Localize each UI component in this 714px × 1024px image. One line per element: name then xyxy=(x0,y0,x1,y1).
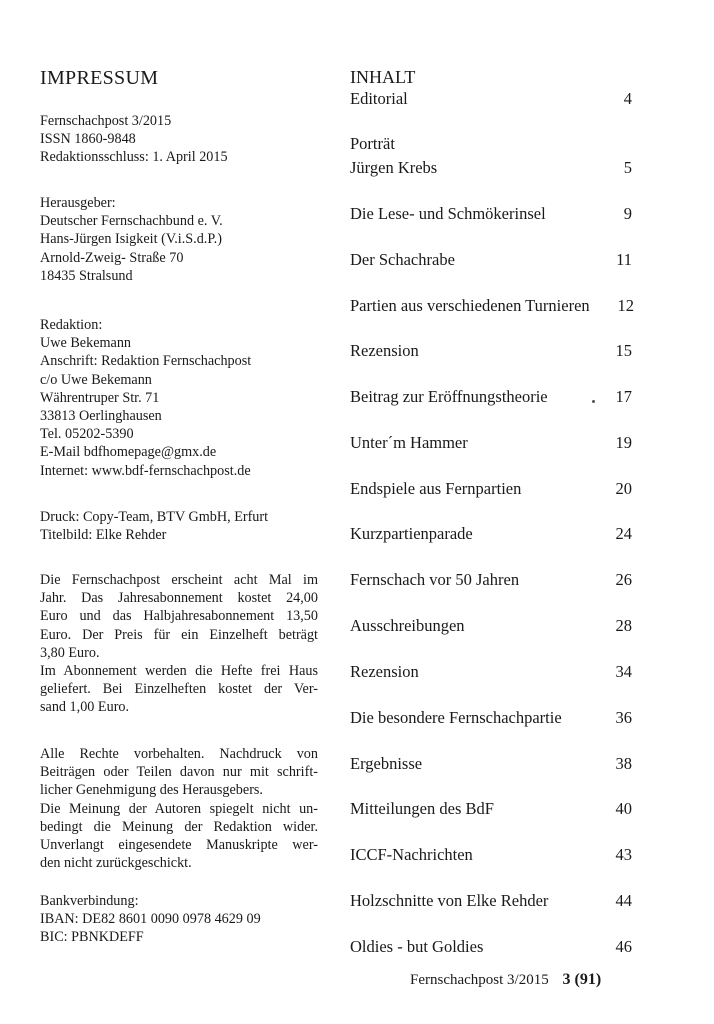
publisher-line: Hans-Jürgen Isigkeit (V.i.S.d.P.) xyxy=(40,231,222,248)
editorial-line: Anschrift: Redaktion Fernschachpost xyxy=(40,353,252,370)
editorial-heading: Redaktion: xyxy=(40,317,103,333)
toc-entry-page: 12 xyxy=(617,296,634,315)
bank-info xyxy=(40,892,261,947)
rights-info xyxy=(40,745,318,872)
toc-entry-label: Partien aus verschiedenen Turnieren xyxy=(350,296,590,315)
publisher-line: Deutscher Fernschachbund e. V. xyxy=(40,213,223,230)
toc-entry-sublabel: Jürgen Krebs xyxy=(350,158,438,177)
toc-entry[interactable] xyxy=(350,249,632,271)
toc-entry-label: Holzschnitte von Elke Rehder xyxy=(350,891,549,910)
toc-entry-page: 36 xyxy=(615,708,632,727)
toc-entry-page: 24 xyxy=(615,524,632,543)
toc-entry-label: Kurzpartienparade xyxy=(350,524,473,543)
toc-entry-label: Beitrag zur Eröffnungstheorie xyxy=(350,387,548,406)
toc-entry-page: 38 xyxy=(615,754,632,773)
rights-line: Die Meinung der Autoren spiegelt nicht un- xyxy=(40,800,318,817)
toc-entry-label: Der Schachrabe xyxy=(350,250,455,269)
toc-entry-page: 20 xyxy=(615,479,632,498)
toc-entry-page: 4 xyxy=(623,89,632,108)
editorial-line: c/o Uwe Bekemann xyxy=(40,371,152,388)
publisher-line: 18435 Stralsund xyxy=(40,267,133,284)
toc-entry[interactable] xyxy=(350,661,632,683)
toc-entry-page: 19 xyxy=(615,433,632,452)
toc-entry[interactable] xyxy=(350,432,632,454)
toc-entry[interactable] xyxy=(350,88,632,110)
publisher-heading: Herausgeber: xyxy=(40,195,116,211)
toc-entry-page: 15 xyxy=(615,341,632,360)
rights-line: den nicht zurückgeschickt. xyxy=(40,855,192,872)
editorial-info xyxy=(40,316,251,480)
subscription-line: Die Fernschachpost erscheint acht Mal im xyxy=(40,572,318,588)
rights-line: bedingt die Meinung der Redaktion wider. xyxy=(40,818,318,835)
editorial-line: Währentruper Str. 71 xyxy=(40,389,160,406)
rights-line: Unverlangt eingesendete Manuskripte wer- xyxy=(40,837,318,854)
toc-entry-label: Ausschreibungen xyxy=(350,616,465,635)
rights-line: Alle Rechte vorbehalten. Nachdruck von xyxy=(40,746,318,762)
toc-entry[interactable] xyxy=(350,386,632,408)
toc-entry-page: 46 xyxy=(615,937,632,956)
toc-entry-page: 34 xyxy=(615,662,632,681)
toc-entry[interactable] xyxy=(350,295,634,317)
toc-entry[interactable] xyxy=(350,844,632,866)
toc-title: INHALT xyxy=(350,67,416,87)
bic-line: BIC: PBNKDEFF xyxy=(40,929,144,946)
website-line: Internet: www.bdf-fernschachpost.de xyxy=(40,462,251,479)
impressum-column xyxy=(40,66,320,946)
toc-entry-label: Ergebnisse xyxy=(350,754,423,773)
editorial-line: Uwe Bekemann xyxy=(40,335,132,352)
footer-publication: Fernschachpost 3/2015 xyxy=(410,972,549,988)
toc-entry-label: Unter´m Hammer xyxy=(350,433,468,452)
rights-line: Beiträgen oder Teilen davon nur mit schrift- xyxy=(40,764,318,781)
impressum-title: IMPRESSUM xyxy=(40,67,159,89)
table-of-contents xyxy=(350,66,634,956)
toc-entry-label: Endspiele aus Fernpartien xyxy=(350,479,522,498)
toc-entry[interactable] xyxy=(350,523,632,545)
subscription-line: Euro. Der Preis für ein Einzelheft beträgt xyxy=(40,626,318,643)
issue-info xyxy=(40,112,228,167)
toc-entry-label: Rezension xyxy=(350,341,419,360)
toc-entry[interactable] xyxy=(350,753,632,775)
toc-entry[interactable] xyxy=(350,133,632,179)
deadline-line: Redaktionsschluss: 1. April 2015 xyxy=(40,149,228,166)
bank-heading: Bankverbindung: xyxy=(40,893,139,909)
footer-page-number: 3 (91) xyxy=(562,971,602,988)
print-line: Druck: Copy-Team, BTV GmbH, Erfurt xyxy=(40,509,269,525)
toc-entry-page: 40 xyxy=(615,799,632,818)
editorial-line: 33813 Oerlinghausen xyxy=(40,408,162,425)
toc-entry[interactable] xyxy=(350,478,632,500)
scan-speck xyxy=(592,400,595,403)
toc-entry-label: Editorial xyxy=(350,89,408,108)
rights-line: licher Genehmigung des Herausgebers. xyxy=(40,782,263,799)
toc-entry-page: 9 xyxy=(623,204,632,223)
publisher-info xyxy=(40,194,223,285)
issue-line: Fernschachpost 3/2015 xyxy=(40,113,172,129)
subscription-line: Euro und das Halbjahresabonnement 13,50 xyxy=(40,608,318,625)
subscription-info xyxy=(40,571,318,717)
subscription-line: sand 1,00 Euro. xyxy=(40,699,130,716)
toc-entry[interactable] xyxy=(350,615,632,637)
toc-entry[interactable] xyxy=(350,707,632,729)
toc-entry-label: Mitteilungen des BdF xyxy=(350,799,494,818)
email-line: E-Mail bdfhomepage@gmx.de xyxy=(40,444,217,461)
toc-entry-page: 11 xyxy=(616,250,632,269)
toc-entry-label: ICCF-Nachrichten xyxy=(350,845,473,864)
toc-entry-page: 5 xyxy=(623,158,632,177)
editorial-line: Tel. 05202-5390 xyxy=(40,426,134,443)
issn-line: ISSN 1860-9848 xyxy=(40,131,136,148)
toc-entry[interactable] xyxy=(350,569,632,591)
toc-entry-page: 28 xyxy=(615,616,632,635)
toc-entry[interactable] xyxy=(350,798,632,820)
toc-entry-label: Die besondere Fernschachpartie xyxy=(350,708,562,727)
toc-entry-page: 44 xyxy=(615,891,632,910)
toc-entry[interactable] xyxy=(350,340,632,362)
page-footer xyxy=(410,970,601,990)
toc-entry-page: 26 xyxy=(615,570,632,589)
toc-entry-page: 43 xyxy=(615,845,632,864)
publisher-line: Arnold-Zweig- Straße 70 xyxy=(40,249,184,266)
iban-line: IBAN: DE82 8601 0090 0978 4629 09 xyxy=(40,911,261,928)
print-info xyxy=(40,508,268,544)
cover-credit-line: Titelbild: Elke Rehder xyxy=(40,527,167,544)
subscription-line: Im Abonnement werden die Hefte frei Haus xyxy=(40,663,318,680)
toc-entry-label: Oldies - but Goldies xyxy=(350,937,484,956)
toc-entry-page: 17 xyxy=(615,387,632,406)
toc-entry[interactable] xyxy=(350,203,632,225)
toc-entry-label: Die Lese- und Schmökerinsel xyxy=(350,204,546,223)
subscription-line: 3,80 Euro. xyxy=(40,644,100,661)
toc-entry-label: Fernschach vor 50 Jahren xyxy=(350,570,520,589)
toc-entry-label: Rezension xyxy=(350,662,419,681)
toc-entry[interactable] xyxy=(350,890,632,912)
subscription-line: geliefert. Bei Einzelheften kostet der Ver- xyxy=(40,681,318,698)
toc-entry-label: Porträt xyxy=(350,134,395,153)
subscription-line: Jahr. Das Jahresabonnement kostet 24,00 xyxy=(40,590,318,607)
toc-entry[interactable] xyxy=(350,936,632,958)
